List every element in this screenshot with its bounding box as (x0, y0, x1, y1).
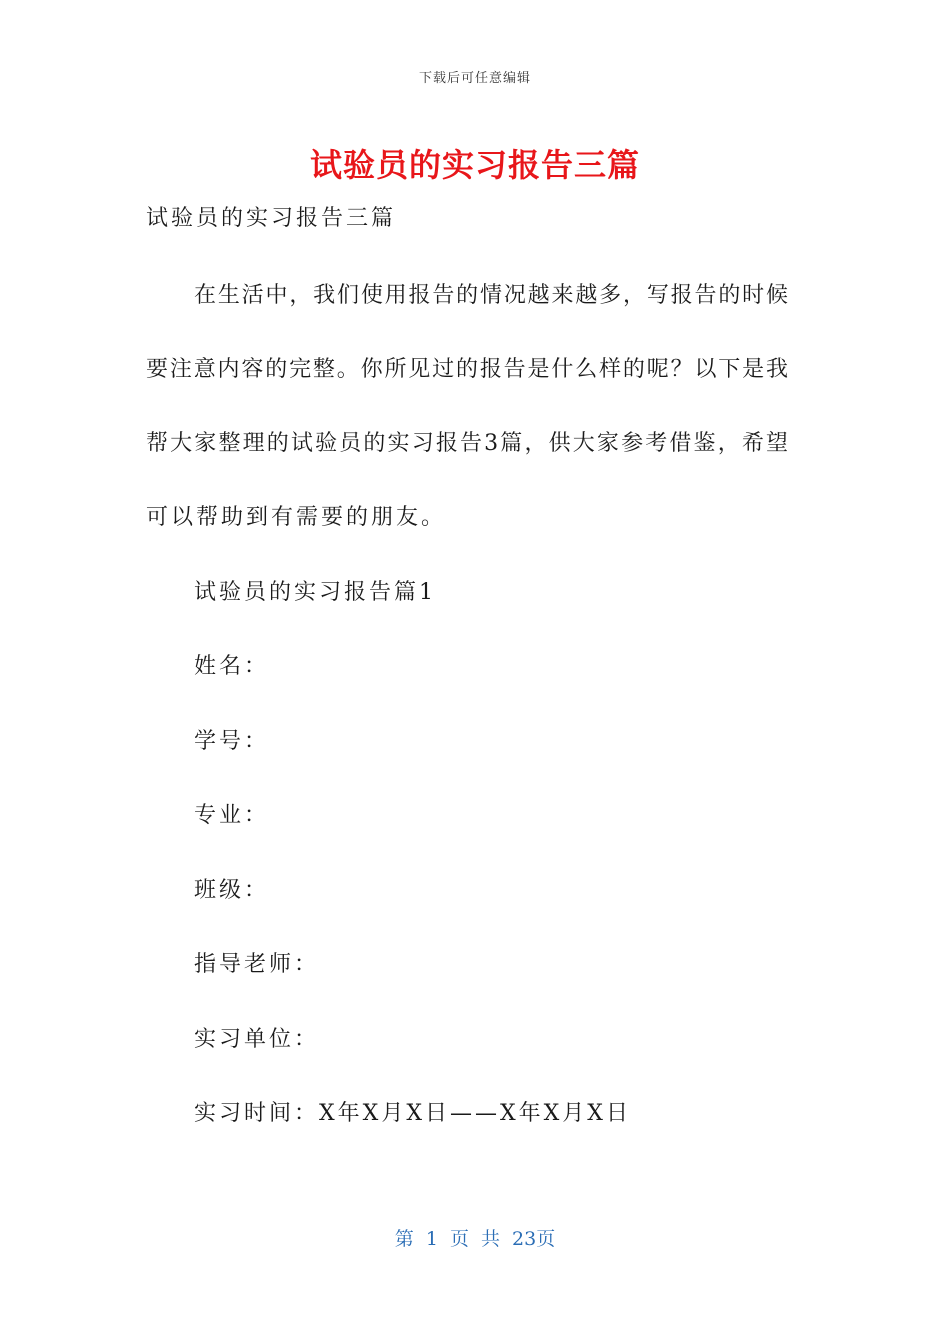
page-number: 第 1 页 共 23页 (394, 1228, 556, 1250)
field-name: 姓名： (194, 654, 270, 679)
header-note: 下载后可任意编辑 (418, 71, 531, 86)
field-major: 专业： (194, 803, 270, 828)
document-title: 试验员的实习报告三篇 (309, 146, 640, 184)
field-class: 班级： (194, 878, 270, 903)
intro-line-2: 要注意内容的完整。你所见过的报告是什么样的呢？以下是我 (146, 357, 788, 382)
intro-line-4: 可以帮助到有需要的朋友。 (146, 505, 447, 530)
document-subtitle: 试验员的实习报告三篇 (146, 206, 397, 231)
field-internship-time: 实习时间：X年X月X日——X年X月X日 (194, 1101, 631, 1126)
field-advisor: 指导老师： (194, 952, 320, 977)
intro-line-1: 在生活中，我们使用报告的情况越来越多，写报告的时候 (194, 283, 788, 308)
field-internship-unit: 实习单位： (194, 1027, 320, 1052)
intro-line-3: 帮大家整理的试验员的实习报告3篇，供大家参考借鉴，希望 (146, 431, 788, 456)
field-student-id: 学号： (194, 729, 270, 754)
section-heading: 试验员的实习报告篇1 (194, 580, 436, 605)
